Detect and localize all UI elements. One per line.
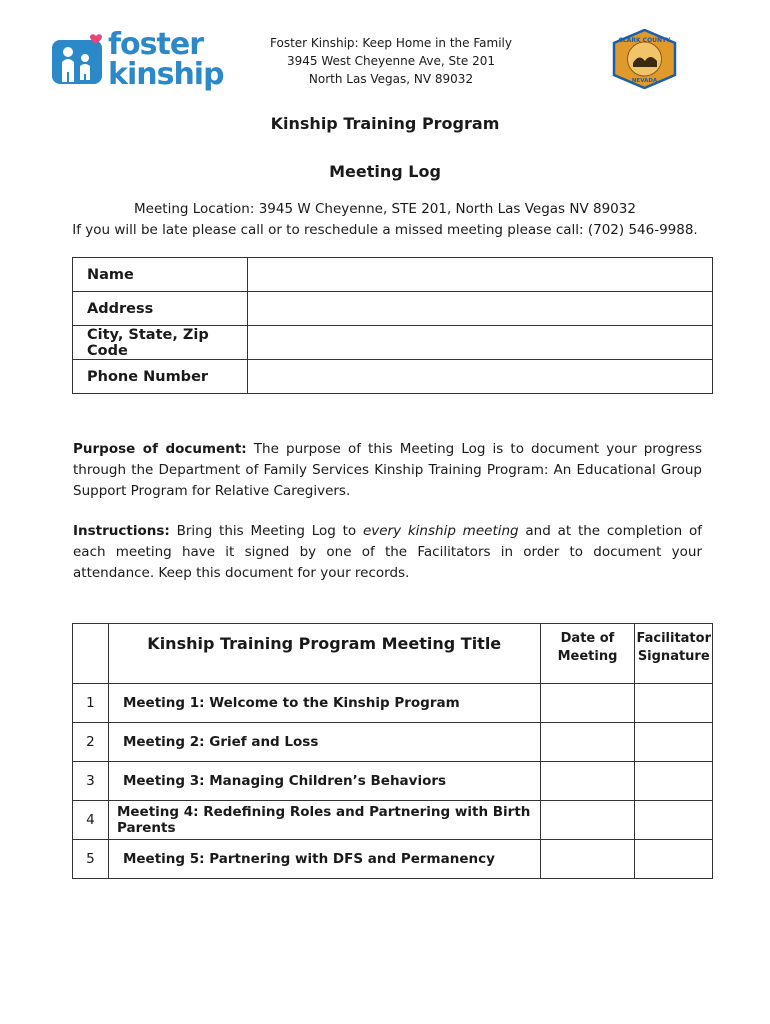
- family-figures-icon: [52, 32, 108, 94]
- info-label: Name: [73, 258, 248, 292]
- instructions-emphasis: every kinship meeting: [362, 523, 519, 539]
- svg-text:NEVADA: NEVADA: [631, 78, 658, 84]
- info-label: Phone Number: [73, 360, 248, 394]
- row-number: 1: [73, 684, 109, 723]
- late-notice: If you will be late please call or to reschedule a missed meeting please call: (702) 546-9988.: [72, 222, 698, 238]
- signature-field[interactable]: [635, 840, 713, 879]
- header-facilitator-signature: Facilitator Signature: [635, 624, 713, 684]
- table-row: [73, 801, 713, 840]
- meetings-table: [72, 623, 713, 879]
- meetings-table-header: [73, 624, 713, 684]
- instructions-text-before: Bring this Meeting Log to: [169, 523, 363, 539]
- header-date-of-meeting: Date of Meeting: [540, 624, 635, 684]
- info-row-name: [73, 258, 713, 292]
- foster-kinship-logo: [52, 27, 224, 96]
- logo-text-foster: foster: [108, 27, 204, 62]
- date-field[interactable]: [540, 762, 635, 801]
- info-row-phone: [73, 360, 713, 394]
- info-label: City, State, Zip Code: [73, 326, 248, 360]
- date-field[interactable]: [540, 723, 635, 762]
- table-row: [73, 723, 713, 762]
- meeting-title: Meeting 2: Grief and Loss: [108, 723, 540, 762]
- address-line-1: 3945 West Cheyenne Ave, Ste 201: [287, 54, 495, 68]
- purpose-heading: Purpose of document:: [73, 441, 247, 457]
- meeting-location: Meeting Location: 3945 W Cheyenne, STE 201, North Las Vegas NV 89032: [134, 201, 636, 217]
- org-line: Foster Kinship: Keep Home in the Family: [270, 36, 512, 50]
- meeting-title: Meeting 3: Managing Children’s Behaviors: [108, 762, 540, 801]
- instructions-paragraph: [73, 521, 702, 584]
- row-number: 2: [73, 723, 109, 762]
- info-row-city: [73, 326, 713, 360]
- info-row-address: [73, 292, 713, 326]
- date-field[interactable]: [540, 684, 635, 723]
- name-field[interactable]: [248, 258, 713, 292]
- address-field[interactable]: [248, 292, 713, 326]
- meeting-location-block: [0, 199, 770, 241]
- table-row: [73, 840, 713, 879]
- meeting-title: Meeting 5: Partnering with DFS and Permanency: [108, 840, 540, 879]
- table-row: [73, 762, 713, 801]
- address-line-2: North Las Vegas, NV 89032: [308, 72, 474, 86]
- header-number-cell: [73, 624, 109, 684]
- meeting-log-title: Meeting Log: [329, 162, 441, 181]
- purpose-paragraph: [73, 439, 702, 502]
- date-field[interactable]: [540, 801, 635, 840]
- program-title: Kinship Training Program: [270, 114, 500, 133]
- row-number: 3: [73, 762, 109, 801]
- logo-text-kinship: kinship: [108, 57, 224, 92]
- date-field[interactable]: [540, 840, 635, 879]
- participant-info-table: [72, 257, 713, 394]
- meeting-title: Meeting 1: Welcome to the Kinship Program: [108, 684, 540, 723]
- row-number: 5: [73, 840, 109, 879]
- signature-field[interactable]: [635, 801, 713, 840]
- phone-number-field[interactable]: [248, 360, 713, 394]
- header-address-block: [250, 34, 532, 88]
- svg-text:CLARK COUNTY: CLARK COUNTY: [618, 37, 671, 44]
- signature-field[interactable]: [635, 684, 713, 723]
- instructions-heading: Instructions:: [73, 523, 170, 539]
- row-number: 4: [73, 801, 109, 840]
- city-state-zip-field[interactable]: [248, 326, 713, 360]
- info-label: Address: [73, 292, 248, 326]
- purpose-text: The purpose of this Meeting Log is to document your progress through the Department of Family Services Kinship Training Program: An Educational Group Support Program for Relative Caregivers.: [73, 441, 703, 499]
- header-meeting-title: Kinship Training Program Meeting Title: [108, 624, 540, 684]
- signature-field[interactable]: [635, 723, 713, 762]
- county-seal-icon: [611, 29, 678, 89]
- instructions-text-after: and at the completion of each meeting have it signed by one of the Facilitators in order to document your attendance. Keep this document for your records.: [73, 523, 703, 581]
- meeting-title: Meeting 4: Redefining Roles and Partnering with Birth Parents: [108, 801, 540, 840]
- signature-field[interactable]: [635, 762, 713, 801]
- table-row: [73, 684, 713, 723]
